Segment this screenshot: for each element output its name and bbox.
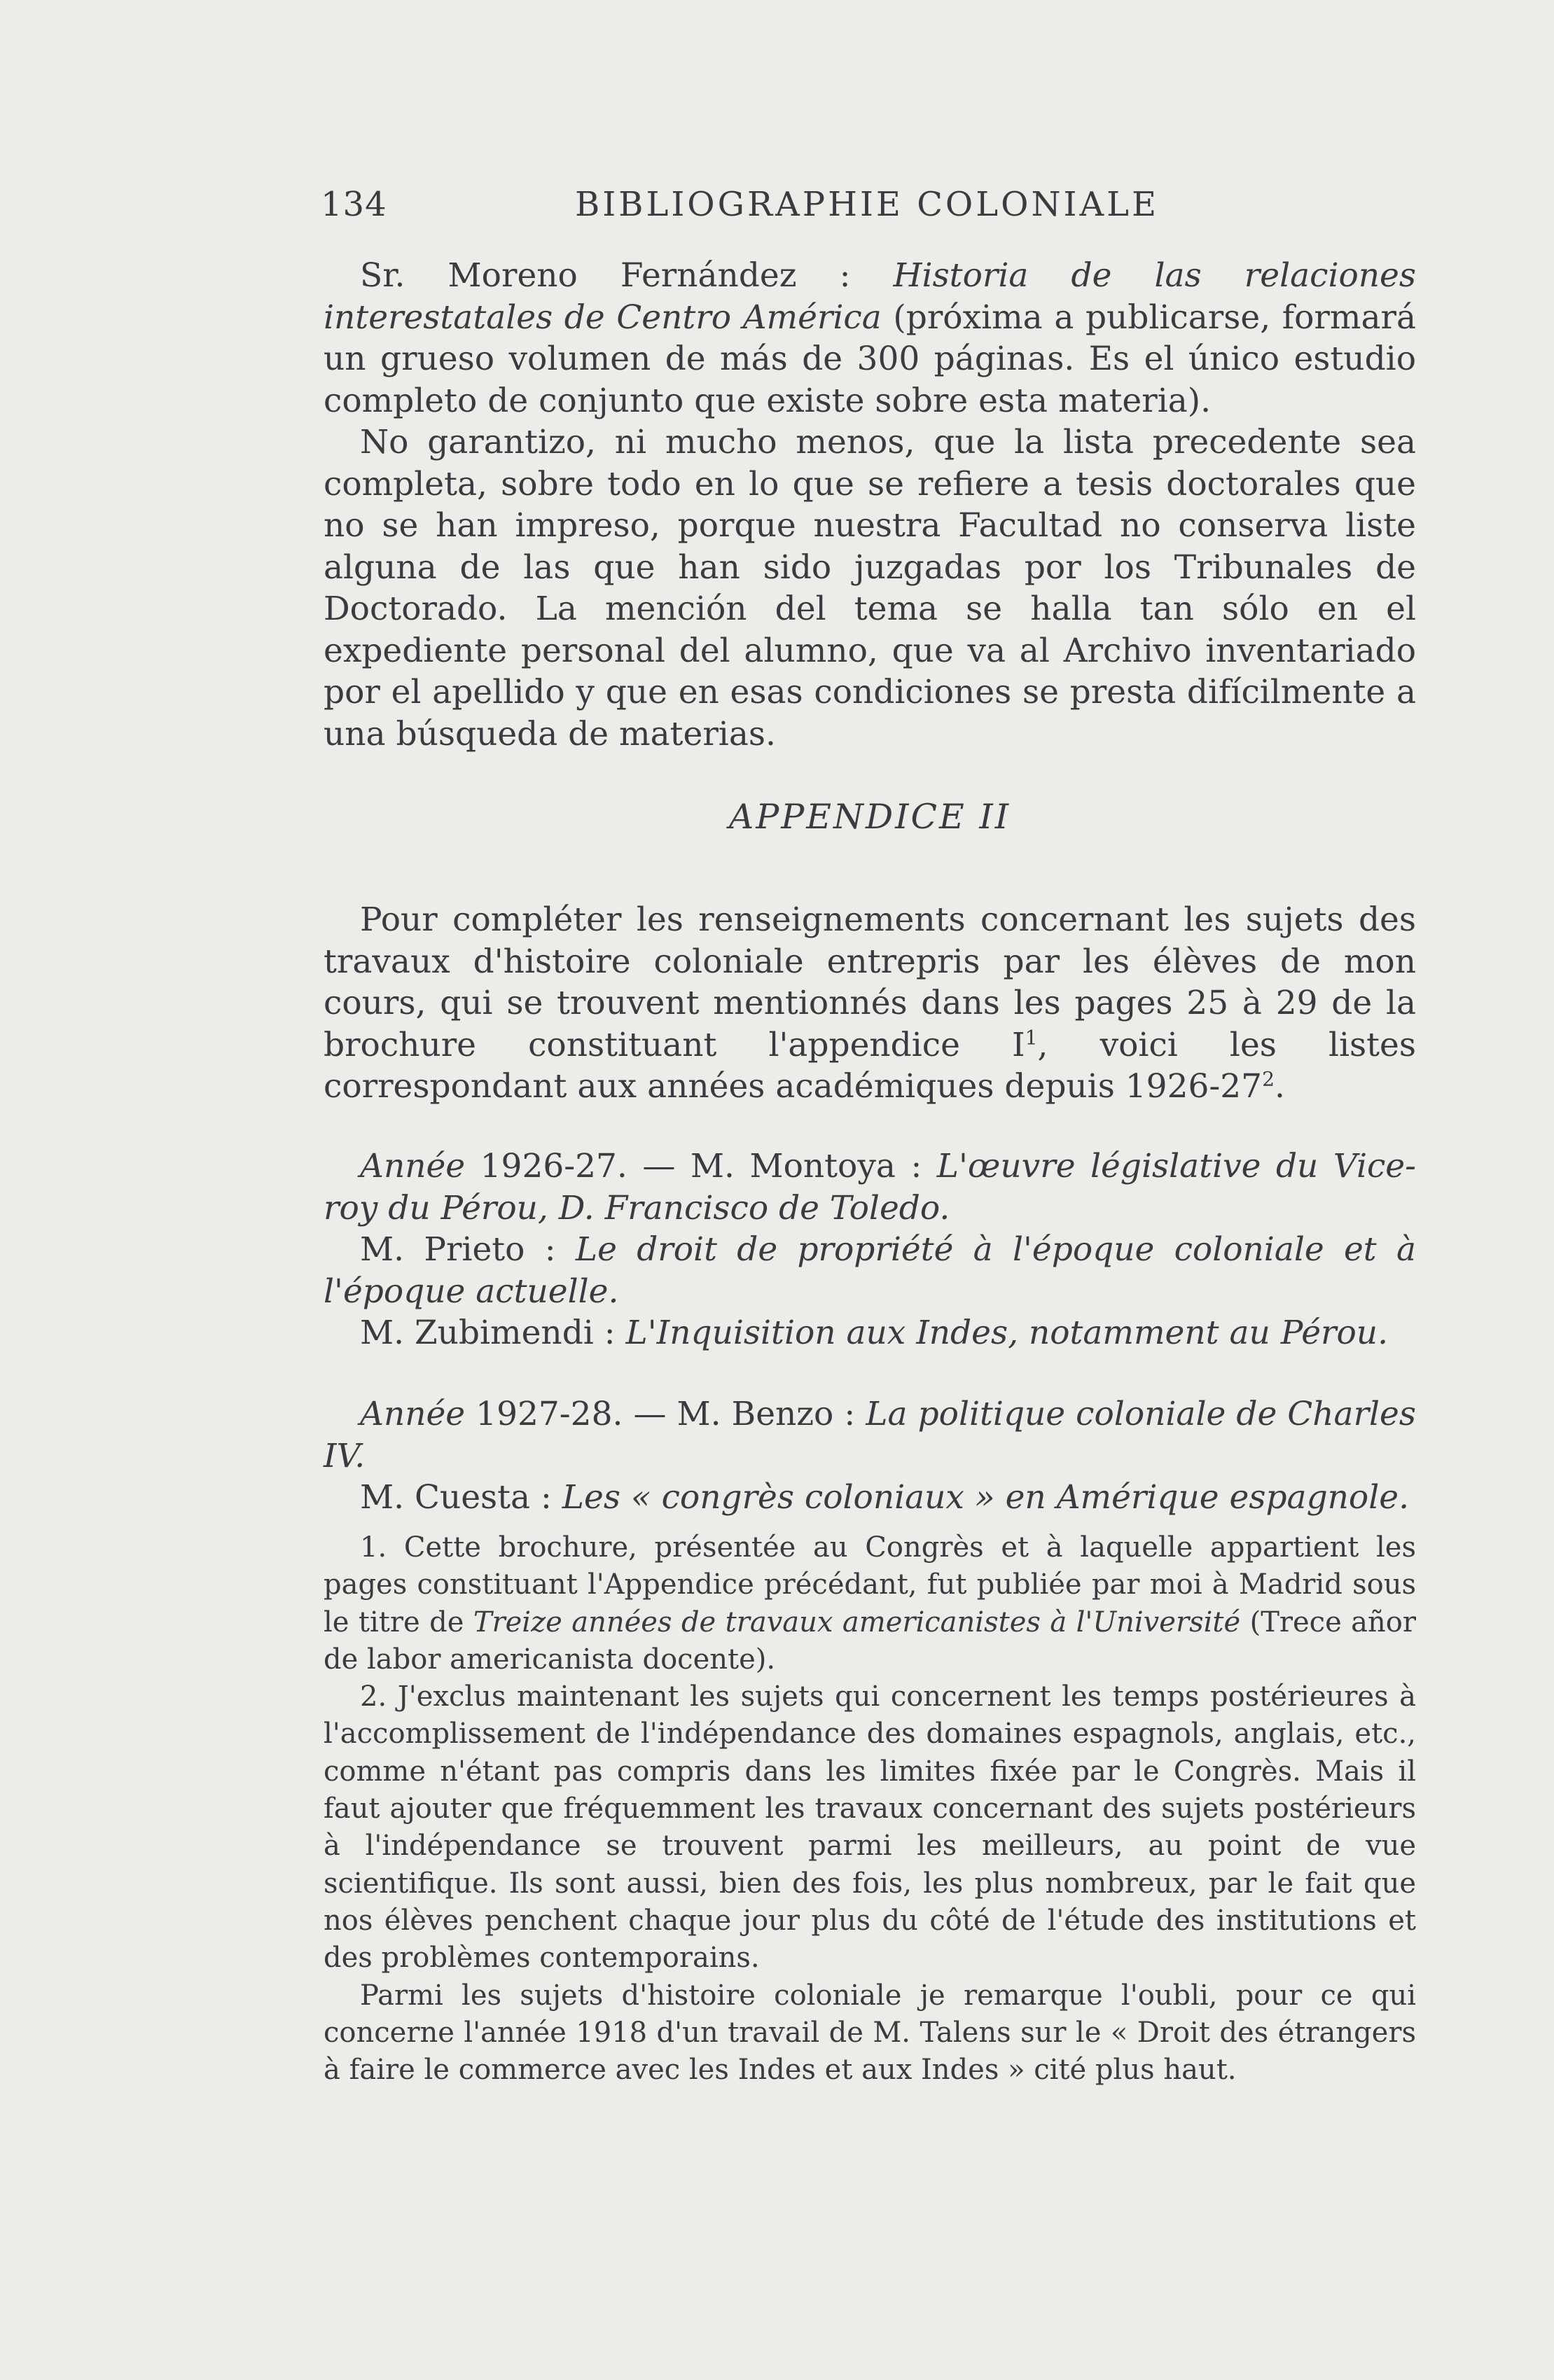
running-title: BIBLIOGRAPHIE COLONIALE <box>574 185 1160 224</box>
entry-author: M. Cuesta : <box>360 1478 562 1517</box>
intro-paragraph-1 <box>324 255 1416 422</box>
intro-book-title: Historia de las relaciones interestatales de Centro América <box>324 256 1416 337</box>
year-1927-section <box>324 1393 1416 1519</box>
entry-title: L'Inquisition aux Indes, notamment au Pérou. <box>625 1314 1389 1352</box>
entry-author: M. Prieto : <box>360 1230 576 1269</box>
entry-title: Les « congrès coloniaux » en Amérique espagnole. <box>562 1478 1410 1517</box>
entry-title: Le droit de propriété à l'époque coloniale et à l'époque actuelle. <box>324 1230 1416 1311</box>
appendix-paragraph <box>324 899 1416 1108</box>
year-1926-section <box>324 1146 1416 1354</box>
appendix-text-c: . <box>1275 1067 1285 1106</box>
intro-description: (próxima a publicarse, formará un grueso volumen de más de 300 páginas. Es el único estudio completo de conjunto que existe sobre esta materia). <box>324 298 1416 420</box>
appendix-intro <box>324 899 1416 1108</box>
footnote-1-end: (Trece añor de labor americanista docente). <box>324 1606 1416 1676</box>
intro-section <box>324 255 1416 755</box>
footnote-1-title: Treize années de travaux americanistes à l'Université <box>473 1606 1241 1638</box>
year-number: 1926-27. — M. Montoya : <box>465 1147 937 1185</box>
year-label: Année <box>360 1147 466 1185</box>
appendix-text-b: , voici les listes correspondant aux années académiques depuis 1926-27 <box>324 1025 1416 1106</box>
appendix-text-a: Pour compléter les renseignements concernant les sujets des travaux d'histoire coloniale entrepris par les élèves de mon cours, qui se trouvent mentionnés dans les pages 25 à 29 de la brochure constituant l'appendice I <box>324 900 1416 1064</box>
year-1927-entry-2 <box>324 1477 1416 1519</box>
appendix-heading: APPENDICE II <box>728 797 1011 837</box>
entry-author: M. Zubimendi : <box>360 1314 626 1352</box>
footnotes <box>324 1529 1416 2089</box>
year-1927-entry-1 <box>324 1393 1416 1477</box>
entry-title: L'œuvre législative du Vice-roy du Pérou, D. Francisco de Toledo. <box>324 1147 1416 1227</box>
footnote-2-continued: Parmi les sujets d'histoire coloniale je remarque l'oubli, pour ce qui concerne l'année 1918 d'un travail de M. Talens sur le « Droit des étrangers à faire le commerce avec les Indes et aux Indes » cité plus haut. <box>324 1979 1416 2087</box>
running-header <box>321 185 1413 227</box>
year-1926-entry-2 <box>324 1229 1416 1312</box>
page-number: 134 <box>321 185 387 224</box>
footnote-ref-1: 1 <box>1025 1025 1038 1049</box>
footnote-2: 2. J'exclus maintenant les sujets qui concernent les temps postérieures à l'accomplissement de l'indépendance des domaines espagnols, anglais, etc., comme n'étant pas compris dans les limites fixée par le Congrès. Mais il faut ajouter que fréquemment les travaux concernant des sujets postérieurs à l'indépendance se trouvent parmi les meilleurs, au point de vue scientifique. Ils sont aussi, bien des fois, les plus nombreux, par le fait que nos élèves penchent chaque jour plus du côté de l'étude des institutions et des problèmes contemporains. <box>324 1680 1416 1975</box>
footnote-1 <box>324 1529 1416 1678</box>
footnote-ref-2: 2 <box>1262 1067 1275 1091</box>
year-1926-entry-1 <box>324 1146 1416 1229</box>
intro-paragraph-2: No garantizo, ni mucho menos, que la lista precedente sea completa, sobre todo en lo que se refiere a tesis doctorales que no se han impreso, porque nuestra Facultad no conserva liste alguna de las que han sido juzgadas por los Tribunales de Doctorado. La mención del tema se halla tan sólo en el expediente personal del alumno, que va al Archivo inventariado por el apellido y que en esas condiciones se presta difícilmente a una búsqueda de materias. <box>324 423 1416 753</box>
footnote-1-text: 1. Cette brochure, présentée au Congrès et à laquelle appartient les pages constituant l'Appendice précédant, fut publiée par moi à Madrid sous le titre de <box>324 1531 1416 1638</box>
intro-author: Sr. Moreno Fernández : <box>360 256 894 295</box>
entry-title: La politique coloniale de Charles IV. <box>324 1395 1416 1475</box>
year-number: 1927-28. — M. Benzo : <box>465 1395 866 1433</box>
year-label: Année <box>360 1395 466 1433</box>
year-1926-entry-3 <box>324 1312 1416 1354</box>
